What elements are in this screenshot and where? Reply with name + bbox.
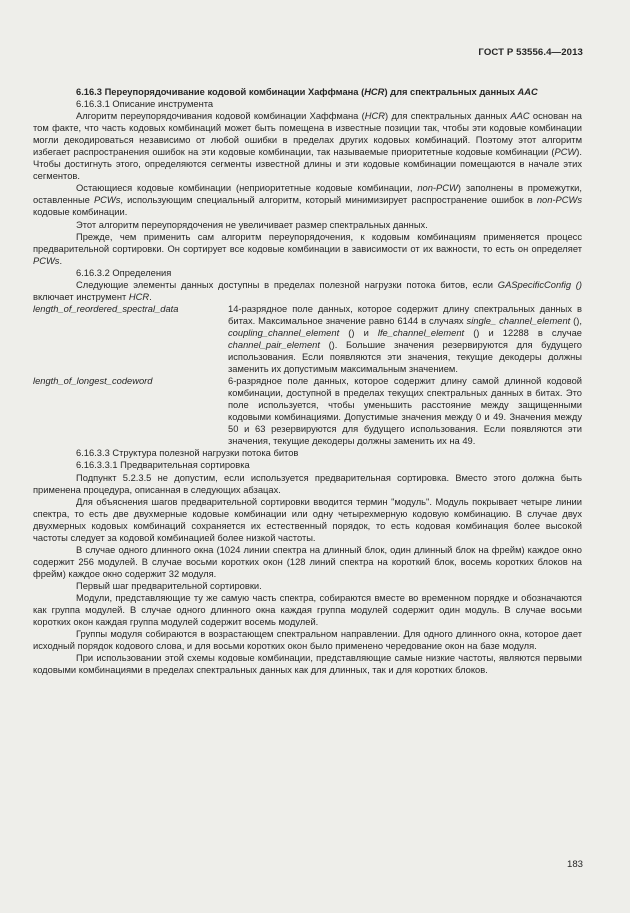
paragraph: Первый шаг предварительной сортировки. xyxy=(76,580,262,591)
paragraph: Модули, представляющие ту же самую часть спектра, собираются вместе во временном порядке и обозначаются как группа модулей. В случае одного длинного окна каждая группа модулей содержит один модуль. В случае восьми коротких окон каждая группа модулей содержит восемь модулей. xyxy=(33,592,582,628)
subsection-heading: 6.16.3.3 Структура полезной нагрузки потока битов xyxy=(76,448,299,459)
paragraph: Следующие элементы данных доступны в пределах полезной нагрузки потока битов, если GASpecificConfig () включает инструмент HCR. xyxy=(33,279,583,302)
subsection-heading: 6.16.3.2 Определения xyxy=(76,267,172,278)
definition-description: 14-разрядное поле данных, которое содержит длину спектральных данных в битах. Максимальное значение равно 6144 в случаях single_ channel_element (), coupling_channel_element () и lfe_channel_element () и 12288 в случае channel_pair_element (). Большие значения резервируются для будущего использования. Если появляются эти значения, текущие декодеры должны заменить их допустимым максимальным значением. xyxy=(228,303,583,375)
section-heading: 6.16.3 Переупорядочивание кодовой комбинации Хаффмана (HCR) для спектральных данных AAC xyxy=(76,87,538,97)
paragraph: При использовании этой схемы кодовые комбинации, представляющие самые низкие частоты, являются первыми кодовыми комбинациями в пределах спектральных данных как для длинных, так и для коротких блоков. xyxy=(33,653,582,676)
paragraph: Подпункт 5.2.3.5 не допустим, если используется предварительная сортировка. Вместо этого должна быть применена процедура, описанная в следующих абзацах. xyxy=(33,472,582,495)
paragraph: Прежде, чем применить сам алгоритм переупорядочения, к кодовым комбинациям применяется процесс предварительной сортировки. Он сортирует все кодовые комбинации в зависимости от их важности, то есть он определяет PCWs. xyxy=(33,231,582,266)
paragraph: Для объяснения шагов предварительной сортировки вводится термин "модуль". Модуль покрывает четыре линии спектра, то есть две двухмерные кодовые комбинации или одну четырехмерную кодовую комбинацию. В случае двух двухмерных кодовых комбинаций сохраняется их естественный порядок, то есть кодовая комбинация более высокой частоты следует за кодовой комбинацией более низкой частоты. xyxy=(33,496,582,543)
page-content xyxy=(33,86,582,676)
paragraph: Группы модуля собираются в возрастающем спектральном направлении. Для одного длинного окна, которое дает исходный порядок кодового слова, и для восьми коротких окон было применено чередование окон на базе модуля. xyxy=(33,629,582,652)
subsection-heading: 6.16.3.1 Описание инструмента xyxy=(76,99,214,110)
paragraph: В случае одного длинного окна (1024 линии спектра на длинный блок, один длинный блок на фрейм) каждое окно содержит 256 модулей. В случае восьми коротких окон (128 линий спектра на короткий блок, восемь коротких блоков на фрейм) каждое окно содержит 32 модуля. xyxy=(33,544,582,579)
paragraph: Алгоритм переупорядочивания кодовой комбинации Хаффмана (HCR) для спектральных данных AAC основан на том факте, что часть кодовых комбинаций может быть помещена в известные позиции так, чтобы эти кодовые комбинации могли декодироваться независимо от любой ошибки в пределах других кодовых комбинаций. Поэтому этот алгоритм избегает распространения ошибок на эти кодовые комбинации, так называемые приоритетные кодовые комбинации (PCW). Чтобы достигнуть этого, определяются сегменты известной длины и эти кодовые комбинации помещаются в начале этих сегментов. xyxy=(33,111,582,182)
definition-term: length_of_reordered_spectral_data xyxy=(33,303,179,314)
subsection-heading: 6.16.3.3.1 Предварительная сортировка xyxy=(76,460,250,471)
paragraph: Остающиеся кодовые комбинации (неприоритетные кодовые комбинации, non-PCW) заполнены в промежутки, оставленные PCWs, использующим специальный алгоритм, который минимизирует распространение ошибок в non-PCWs кодовые комбинации. xyxy=(33,183,583,218)
standard-header: ГОСТ Р 53556.4—2013 xyxy=(478,47,583,58)
page-number: 183 xyxy=(566,859,583,870)
definition-list xyxy=(33,303,582,448)
definition-term: length_of_longest_codeword xyxy=(33,376,153,387)
definition-description: 6-разрядное поле данных, которое содержит длину самой длинной кодовой комбинации, доступной в пределах текущих спектральных данных в битах. Это поле используется, чтобы уменьшить расстояние между защищенными кодовыми комбинациями. Допустимые значения между 0 и 49. Значения между 50 и 63 резервируются для будущего использования. Если появляются эти значения, текущие декодеры должны заменить их на 49. xyxy=(228,376,582,447)
section-number: 6.16.3 xyxy=(76,87,102,97)
paragraph: Этот алгоритм переупорядочения не увеличивает размер спектральных данных. xyxy=(76,219,428,230)
definition-item xyxy=(33,303,582,375)
definition-item xyxy=(33,375,582,447)
